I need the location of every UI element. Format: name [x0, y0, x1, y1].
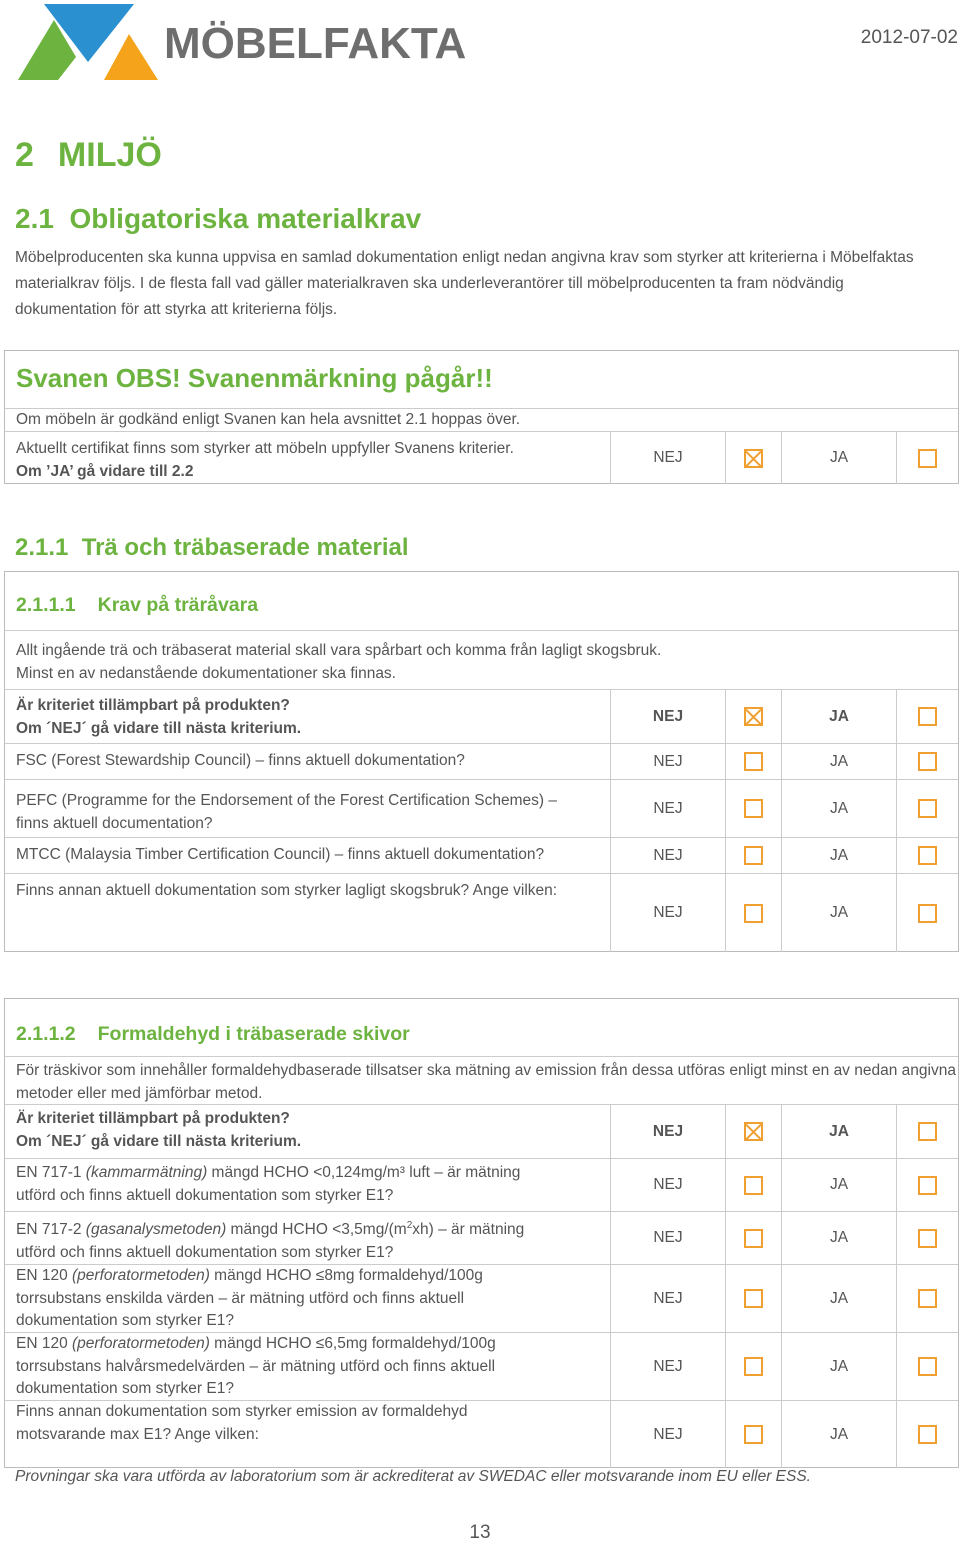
- yes-checkbox[interactable]: [918, 1357, 937, 1376]
- row-question: FSC (Forest Stewardship Council) – finns aktuell dokumentation?: [16, 752, 465, 769]
- no-label: NEJ: [610, 690, 725, 743]
- row-question: PEFC (Programme for the Endorsement of the Forest Certification Schemes) – finns aktuell documentation?: [16, 792, 557, 832]
- yes-checkbox[interactable]: [918, 449, 937, 468]
- svanen-title: Svanen OBS! Svanenmärkning pågår!!: [16, 363, 493, 393]
- yes-label: JA: [781, 1333, 896, 1400]
- no-checkbox[interactable]: [744, 449, 763, 468]
- mobelfakta-logo: [14, 2, 484, 82]
- svanen-instruction: Om ’JA’ gå vidare till 2.2: [16, 463, 194, 480]
- no-label: NEJ: [610, 838, 725, 873]
- row-question: Finns annan dokumentation som styrker emission av formaldehyd motsvarande max E1? Ange vilken:: [16, 1403, 468, 1443]
- no-label: NEJ: [610, 1333, 725, 1400]
- no-checkbox[interactable]: [744, 1122, 763, 1141]
- yes-label: JA: [781, 1159, 896, 1211]
- no-checkbox[interactable]: [744, 799, 763, 818]
- page-header: [0, 0, 960, 90]
- svanen-question-row: [5, 431, 958, 484]
- no-label: NEJ: [610, 1159, 725, 1211]
- yes-checkbox[interactable]: [918, 707, 937, 726]
- yes-label: JA: [781, 1212, 896, 1264]
- row-question: EN 717-1 (kammarmätning) mängd HCHO <0,124mg/m³ luft – är mätning utförd och finns aktuell dokumentation som styrker E1?: [16, 1164, 521, 1204]
- table-row: [5, 1332, 958, 1400]
- row-question: MTCC (Malaysia Timber Certification Council) – finns aktuell dokumentation?: [16, 846, 545, 863]
- applicable-instruction: Om ´NEJ´ gå vidare till nästa kriterium.: [16, 1132, 302, 1150]
- row-question: EN 120 (perforatormetoden) mängd HCHO ≤6,5mg formaldehyd/100g torrsubstans halvårsmedelvärden – är mätning utförd och finns aktuell dokumentation som styrker E1?: [16, 1335, 496, 1397]
- table-row: [5, 1158, 958, 1211]
- logo-text: MÖBELFAKTA: [164, 19, 467, 68]
- row-question: Finns annan aktuell dokumentation som styrker lagligt skogsbruk? Ange vilken:: [16, 882, 558, 899]
- row-question: EN 717-2 (gasanalysmetoden) mängd HCHO $<3,5mg/(m^2xh)$ – är mätning utförd och finns aktuell dokumentation som styrker E1?: [16, 1220, 525, 1261]
- yes-label: JA: [781, 1105, 896, 1158]
- krav2-description: För träskivor som innehåller formaldehydbaserade tillsatser ska mätning av emission från dessa utföras enligt minst en av nedan angivna metoder eller med jämförbar metod.: [5, 1056, 958, 1104]
- krav1-applicable-row: [5, 689, 958, 743]
- yes-label: JA: [781, 1401, 896, 1468]
- table-row: [5, 1400, 958, 1468]
- no-label: NEJ: [610, 874, 725, 952]
- svanen-question: Aktuellt certifikat finns som styrker att möbeln uppfyller Svanens kriterier.: [16, 440, 514, 457]
- yes-checkbox[interactable]: [918, 846, 937, 865]
- no-label: NEJ: [610, 1105, 725, 1158]
- no-checkbox[interactable]: [744, 1229, 763, 1248]
- no-checkbox[interactable]: [744, 752, 763, 771]
- footnote: Provningar ska vara utförda av laboratorium som är ackrediterat av SWEDAC eller motsvarande inom EU eller ESS.: [15, 1468, 811, 1485]
- no-label: NEJ: [610, 744, 725, 779]
- no-checkbox[interactable]: [744, 1425, 763, 1444]
- krav1-heading: 2.1.1.1 Krav på träråvara: [16, 594, 259, 616]
- no-checkbox[interactable]: [744, 904, 763, 923]
- krav-traravara-table: [4, 571, 959, 952]
- section-intro: Möbelproducenten ska kunna uppvisa en samlad dokumentation enligt nedan angivna krav som styrker att kriterierna i Möbelfaktas materialkrav följs. I de flesta fall vad gäller materialkraven ska underleverantörer till möbelproducenten ta fram nödvändig dokumentation för att styrka att kriterierna följs.: [15, 249, 914, 318]
- yes-checkbox[interactable]: [918, 1176, 937, 1195]
- applicable-instruction: Om ´NEJ´ gå vidare till nästa kriterium.: [16, 719, 302, 737]
- yes-label: JA: [781, 780, 896, 837]
- applicable-question: Är kriteriet tillämpbart på produkten?: [16, 697, 290, 714]
- no-checkbox[interactable]: [744, 846, 763, 865]
- krav1-description: Allt ingående trä och träbaserat material skall vara spårbart och komma från lagligt skogsbruk. Minst en av nedanstående dokumentationer ska finnas.: [5, 630, 958, 689]
- svanen-note: Om möbeln är godkänd enligt Svanen kan hela avsnittet 2.1 hoppas över.: [5, 408, 958, 432]
- yes-checkbox[interactable]: [918, 904, 937, 923]
- table-row: [5, 1211, 958, 1264]
- table-row: [5, 1264, 958, 1332]
- no-label: NEJ: [610, 432, 725, 484]
- yes-label: JA: [781, 1265, 896, 1332]
- table-row: [5, 873, 958, 952]
- yes-label: JA: [781, 744, 896, 779]
- yes-checkbox[interactable]: [918, 752, 937, 771]
- row-question: EN 120 (perforatormetoden) mängd HCHO ≤8mg formaldehyd/100g torrsubstans enskilda värden – är mätning utförd och finns aktuell dokumentation som styrker E1?: [16, 1267, 483, 1329]
- subsection-heading: 2.1.1 Trä och träbaserade material: [15, 534, 409, 561]
- no-checkbox[interactable]: [744, 1289, 763, 1308]
- yes-label: JA: [781, 838, 896, 873]
- yes-label: JA: [781, 690, 896, 743]
- krav-formaldehyd-table: [4, 998, 959, 1468]
- no-label: NEJ: [610, 780, 725, 837]
- table-row: [5, 743, 958, 779]
- table-row: [5, 837, 958, 873]
- answer-cells: [610, 432, 958, 484]
- yes-label: JA: [781, 432, 896, 484]
- no-checkbox[interactable]: [744, 707, 763, 726]
- no-checkbox[interactable]: [744, 1357, 763, 1376]
- yes-checkbox[interactable]: [918, 1289, 937, 1308]
- no-label: NEJ: [610, 1265, 725, 1332]
- krav2-heading: 2.1.1.2 Formaldehyd i träbaserade skivor: [16, 1023, 410, 1045]
- table-row: [5, 779, 958, 837]
- page-number: 13: [469, 1522, 491, 1543]
- no-label: NEJ: [610, 1212, 725, 1264]
- yes-checkbox[interactable]: [918, 1122, 937, 1141]
- document-date: 2012-07-02: [860, 27, 958, 48]
- no-label: NEJ: [610, 1401, 725, 1468]
- section-heading: 2.1 Obligatoriska materialkrav: [15, 203, 422, 234]
- krav2-applicable-row: [5, 1104, 958, 1158]
- svanen-box: [4, 350, 959, 484]
- yes-checkbox[interactable]: [918, 799, 937, 818]
- applicable-question: Är kriteriet tillämpbart på produkten?: [16, 1110, 290, 1127]
- yes-checkbox[interactable]: [918, 1229, 937, 1248]
- chapter-heading: 2 MILJÖ: [15, 136, 162, 174]
- yes-checkbox[interactable]: [918, 1425, 937, 1444]
- yes-label: JA: [781, 874, 896, 952]
- no-checkbox[interactable]: [744, 1176, 763, 1195]
